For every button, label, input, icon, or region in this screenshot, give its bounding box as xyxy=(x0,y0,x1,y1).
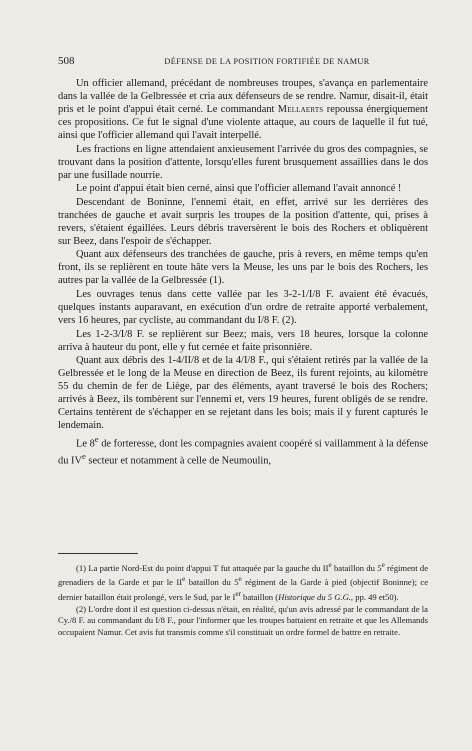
person-name: Mellaerts xyxy=(277,104,324,115)
page-number: 508 xyxy=(58,55,75,67)
paragraph-9: Le 8e de forteresse, dont les compagnies avaient coopéré si vaillamment à la défense du IVe secteur et notamment à celle de Neumoulin, xyxy=(58,433,428,467)
footnotes xyxy=(58,560,428,639)
running-head xyxy=(58,54,430,68)
footnote-1: (1) La partie Nord-Est du point d'appui T fut attaquée par la gauche du IIe bataillon du 5e régiment de grenadiers de la Garde et par le IIe bataillon du 5e régiment de la Garde à pied (objectif Boninne); ce dernier bataillon était prolongé, vers le Sud, par le Ier bataillon (Historique du 5 G.G., pp. 49 et50). xyxy=(58,561,429,602)
footnote-2: (2) L'ordre dont il est question ci-dessus n'était, en réalité, qu'un avis adressé par le commandant de la Cy./8 F. au commandant du I/8 F., pour l'informer que les troupes battaient en retraite et que les Allemands occupaient Namur. Cet avis fut transmis comme s'il constituait un ordre formel de battre en retraite. xyxy=(58,603,428,637)
paragraph-5: Quant aux défenseurs des tranchées de gauche, pris à revers, en même temps qu'en front, ils se replièrent en toute hâte vers la Meuse, les uns par le bois des Rochers, les autres par la vallée de la Gelbressée (1). xyxy=(58,249,428,287)
paragraph-8: Quant aux débris des 1-4/II/8 et de la 4/I/8 F., qui s'étaient retirés par la vallée de la Gelbressée et le long de la Meuse en direction de Beez, ils furent rejoints, au kilomètre 55 du chemin de fer de Liège, par des éléments, ayant traversé le bois des Rochers; arrivés à Beez, ils tombèrent sur l'ennemi et, vers 19 heures, furent obligés de se rendre. Certains tentèrent de s'échapper en se rejetant dans les bois; mais il y furent capturés le lendemain. xyxy=(58,355,428,432)
footnote-rule xyxy=(58,553,138,554)
paragraph-2: Les fractions en ligne attendaient anxieusement l'arrivée du gros des compagnies, se trouvant dans la position d'attente, lorsqu'elles furent brusquement assaillies dans le dos par une fusillade nourrie. xyxy=(58,143,428,181)
paragraph-4: Descendant de Boninne, l'ennemi était, en effet, arrivé sur les derrières des tranchées de gauche et avait surpris les troupes de la position d'attente, qui, prises à revers, s'étaient égaillées. Leurs débris traversèrent le bois des Rochers et obliquèrent sur Beez, dans l'espoir de s'échapper. xyxy=(58,196,428,247)
paragraph-1: Un officier allemand, précédant de nombreuses troupes, s'avança en parlementaire dans la vallée de la Gelbressée et cria aux défenseurs de se rendre. Namur, disait-il, était pris et le point d'appui était cerné. Le commandant Mellaerts repoussa énergiquement ces propositions. Ce fut le signal d'une violente attaque, au cours de laquelle il fut tué, ainsi que l'officier allemand qui l'avait interpellé. xyxy=(58,78,428,141)
main-text xyxy=(58,77,428,468)
running-title: DÉFENSE DE LA POSITION FORTIFIÉE DE NAMUR xyxy=(164,57,370,66)
paragraph-3: Le point d'appui était bien cerné, ainsi que l'officier allemand l'avait annoncé ! xyxy=(76,183,402,195)
paragraph-6: Les ouvrages tenus dans cette vallée par les 3-2-1/I/8 F. avaient été évacués, quelques instants auparavant, en exécution d'un ordre de retraite apporté verbalement, vers 16 heures, par cycliste, au commandant du I/8 F. (2). xyxy=(58,288,428,326)
paragraph-7: Les 1-2-3/I/8 F. se replièrent sur Beez; mais, vers 18 heures, lorsque la colonne arriva à hauteur du pont, elle y fut cernée et faite prisonnière. xyxy=(58,328,428,353)
